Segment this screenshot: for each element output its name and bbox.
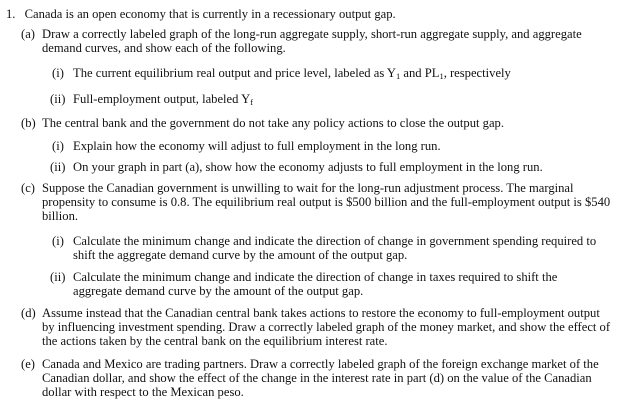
part-c-i-label: (i) <box>52 234 64 248</box>
part-c-text: Suppose the Canadian government is unwilling to wait for the long-run adjustment process. The marginal propensity to consume is 0.8. The equilibrium real output is $500 billion and the full-employment output is $540 billion. <box>42 181 611 224</box>
part-a-ii-text: Full-employment output, labeled $Y_f$ <box>73 92 254 107</box>
part-c-label: (c) <box>21 181 35 195</box>
part-b-i-text: Explain how the economy will adjust to full employment in the long run. <box>73 139 441 153</box>
part-d-label: (d) <box>21 306 36 320</box>
part-e-label: (e) <box>21 357 35 371</box>
part-b-ii-label: (ii) <box>50 160 66 174</box>
part-d-text: Assume instead that the Canadian central bank takes actions to restore the economy to full-employment output by influencing investment spending. Draw a correctly labeled graph of the money market, and show the effect of the actions taken by the central bank on the equilibrium interest rate. <box>42 306 611 349</box>
part-c-ii-text: Calculate the minimum change and indicate the direction of change in taxes required to shift the aggregate demand curve by the amount of the output gap. <box>73 270 558 299</box>
part-c-ii-label: (ii) <box>50 270 66 284</box>
question-number: 1. <box>6 7 16 21</box>
part-c-i-text: Calculate the minimum change and indicate the direction of change in government spending required to shift the aggregate demand curve by the amount of the output gap. <box>73 234 597 263</box>
part-b-i-label: (i) <box>52 139 64 153</box>
part-a-i-label: (i) <box>52 66 64 80</box>
part-e-text: Canada and Mexico are trading partners. Draw a correctly labeled graph of the foreign exchange market of the Canadian dollar, and show the effect of the change in the interest rate in part (d) on the value of the Canadian dollar with respect to the Mexican peso. <box>42 357 599 400</box>
part-b-ii-text: On your graph in part (a), show how the economy adjusts to full employment in the long run. <box>73 160 543 174</box>
question-stem <box>6 7 396 21</box>
part-b-label: (b) <box>21 116 36 130</box>
part-a-i-text: The current equilibrium real output and price level, labeled as $Y_1$ and $PL_1$, respectively <box>73 66 511 81</box>
part-a-text: Draw a correctly labeled graph of the long-run aggregate supply, short-run aggregate supply, and aggregate demand curves, and show each of the following. <box>42 27 582 56</box>
question-text: Canada is an open economy that is currently in a recessionary output gap. <box>24 7 396 21</box>
part-a-label: (a) <box>21 27 35 41</box>
part-a-ii-label: (ii) <box>50 92 66 106</box>
part-b-text: The central bank and the government do not take any policy actions to close the output gap. <box>42 116 504 130</box>
